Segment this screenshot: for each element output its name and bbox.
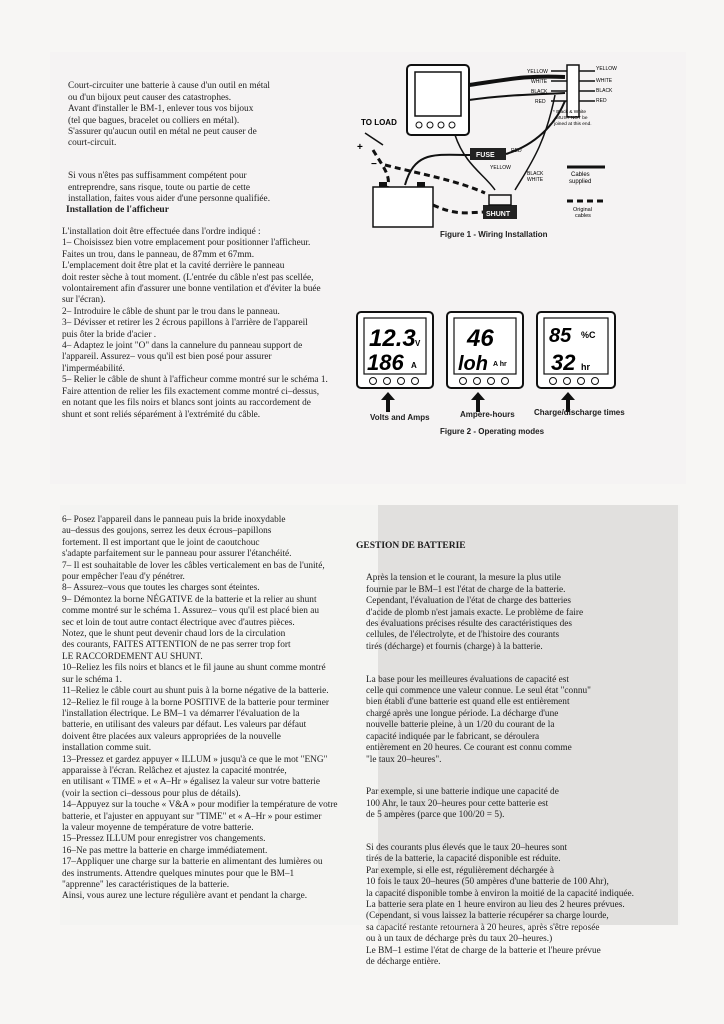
mode-charge-times-display	[537, 312, 615, 388]
installation-steps: L'installation doit être effectuée dans l'ordre indiqué : 1– Choisissez bien votre emplacement pour positionner l'afficheur. Faites un trou, dans le panneau, de 87mm et 67mm. L'emplacement doit être plat et la cavité derrière le panneau doit rester sèche à tout moment. (L'entrée du câble n'est pas scellée, volontairement afin d'assurer une bonne ventilation et d'éviter la buée sur l'écran). 2– Introduire le câble de shunt par le trou dans le panneau. 3– Dévisser et retirer les 2 écrous papillons à l'arrière de l'appareil puis ôter la bride d'acier . 4– Adaptez le joint "O" dans la cannelure du panneau support de l'appareil. Assurez– vous qu'il est bien posé pour assurer l'imperméabilité. 5– Relier le câble de shunt à l'afficheur comme montré sur le schéma 1. Faire attention de relier les fils exactement comme montré ci–dessus, en notant que les fils noirs et blancs sont joints au raccordement de shunt et sont reliés séparément à l'extrémité du câble.	[62, 227, 328, 420]
intro-qualified-paragraph: Si vous n'êtes pas suffisamment compétent pour entreprendre, sans risque, toute ou partie de cette installation, faites vous aider d'une personne qualifiée.	[68, 171, 271, 205]
shunt-label: SHUNT	[486, 211, 511, 218]
svg-text:−: −	[371, 159, 377, 170]
label-yellow-mid: YELLOW	[490, 165, 511, 171]
svg-text:12.3: 12.3	[369, 325, 416, 352]
to-load-label: TO LOAD	[361, 118, 397, 127]
svg-text:%C: %C	[581, 330, 596, 340]
mode-label-volts-amps: Volts and Amps	[370, 413, 430, 422]
mode-volts-amps-display	[357, 312, 433, 388]
label-white-right: WHITE	[596, 78, 613, 84]
label-red-fuse: RED	[511, 148, 522, 154]
intro-section	[68, 70, 338, 227]
svg-text:186: 186	[367, 350, 404, 375]
label-red-left: RED	[535, 99, 546, 105]
black-white-note: * Black & White MUST NOT be joined at this end.	[553, 110, 592, 127]
fuse-label: FUSE	[476, 152, 495, 159]
svg-text:46: 46	[467, 325, 494, 352]
svg-text:32: 32	[551, 350, 576, 375]
gestion-paragraph-2: La base pour les meilleures évaluations de capacité est celle qui commence une valeur connue. Le seul état "connu" bien établi d'une batterie est quand elle est entièrement chargé après une longue période. La décharge d'une nouvelle batterie pleine, à un 1/20 du courant de la capacité indiquée par le fabricant, se déroulera entièrement en 20 heures. Ce courant est connu comme "le taux 20–heures".	[366, 674, 591, 765]
svg-text:85: 85	[549, 325, 572, 347]
meter-cable	[469, 77, 565, 85]
svg-text:+: +	[357, 142, 363, 153]
svg-text:V: V	[415, 339, 421, 348]
label-black-mid: BLACK	[527, 171, 544, 177]
installation-steps-continued: 6– Posez l'appareil dans le panneau puis la bride inoxydable au–dessus des goujons, serrez les deux écrous–papillons fortement. Il est important que le joint de caoutchouc s'adapte parfaitement sur le panneau pour assurer l'étanchéité. 7– Il est souhaitable de lover les câbles verticalement en bas de l'unité, pour empêcher l'eau d'y pénétrer. 8– Assurez–vous que toutes les charges sont éteintes. 9– Démontez la borne NÉGATIVE de la batterie et la relier au shunt comme montré sur le schéma 1. Assurez– vous qu'il est placé bien au sec et loin de tout autre contact électrique avec d'autres pièces. Notez, que le shunt peut devenir chaud lors de la circulation des courants, FAITES ATTENTION de ne pas serrer trop fort LE RACCORDEMENT AU SHUNT. 10–Reliez les fils noirs et blancs et le fil jaune au shunt comme montré sur le schéma 1. 11–Reliez le câble court au shunt puis à la borne négative de la batterie. 12–Reliez le fil rouge à la borne POSITIVE de la batterie pour terminer l'installation électrique. Le BM–1 va démarrer l'évaluation de la batterie, en utilisant des valeurs par défaut. Les valeurs par défaut doivent être placées aux valeurs appropriées de la nouvelle installation comme suit. 13–Pressez et gardez appuyer « ILLUM » jusqu'à ce que le mot "ENG" apparaisse à l'écran. Relâchez et ajustez la capacité montrée, en utilisant « TIME » et « A–Hr » égalisez la valeur sur votre batterie (voir la section ci–dessous pour plus de détails). 14–Appuyez sur la touche « V&A » pour modifier la température de votre batterie, et l'ajuster en appuyant sur "TIME" et « A–Hr » pour estimer la valeur moyenne de température de votre batterie. 15–Pressez ILLUM pour enregistrer vos changements. 16–Ne pas mettre la batterie en charge immédiatement. 17–Appliquer une charge sur la batterie en alimentant des lumières ou des instruments. Attendre quelques minutes pour que le BM–1 "apprenne" les caractéristiques de la batterie. Ainsi, vous aurez une lecture régulière avant et pendant la charge.	[62, 515, 338, 902]
label-black-right: BLACK	[596, 88, 613, 94]
gestion-paragraph-3: Par exemple, si une batterie indique une capacité de 100 Ahr, le taux 20–heures pour cette batterie est de 5 ampères (parce que 100/20 = 5).	[366, 787, 559, 821]
svg-text:A hr: A hr	[493, 361, 507, 368]
cables-supplied-label: Cables supplied	[569, 172, 592, 185]
gestion-body	[366, 562, 641, 990]
label-white-left: WHITE	[531, 79, 548, 85]
mode-label-ampere-hours: Ampere-hours	[460, 410, 515, 419]
battery	[373, 187, 433, 227]
label-white-mid: WHITE	[527, 177, 544, 183]
svg-text:hr: hr	[581, 362, 590, 372]
original-cables-label: Original cables	[573, 207, 592, 219]
meter-screen	[415, 72, 461, 116]
wiring-diagram	[355, 55, 620, 235]
figure1-caption: Figure 1 - Wiring Installation	[440, 230, 548, 239]
label-black-left: BLACK	[531, 89, 548, 95]
gestion-paragraph-4: Si des courants plus élevés que le taux 20–heures sont tirés de la batterie, la capacité disponible est réduite. Par exemple, si elle est, régulièrement déchargée à 10 fois le taux 20–heures (50 ampères d'une batterie de 100 Ahr), la capacité disponible tombe à environ la moitié de la capacité indiquée. La batterie sera plate en 1 heure environ au lieu des 2 heures prévues. (Cependant, si vous laissez la batterie récupérer sa charge lourde, sa capacité restante retournera à 20 heures, après s'être reposée ou à un taux de décharge près du taux 20–heures.) Le BM–1 estime l'état de charge de la batterie et l'heure prévue de décharge entière.	[366, 842, 634, 967]
label-yellow-right: YELLOW	[596, 66, 617, 72]
installation-heading: Installation de l'afficheur	[66, 205, 169, 215]
figure2-caption: Figure 2 - Operating modes	[440, 427, 545, 436]
svg-text:A: A	[411, 361, 417, 370]
operating-modes	[355, 308, 630, 420]
mode-ampere-hours-display	[447, 312, 523, 388]
intro-warning-paragraph: Court-circuiter une batterie à cause d'un outil en métal ou d'un bijoux peut causer des catastrophes. Avant d'installer le BM-1, enlever tous vos bijoux (tel que bagues, bracelet ou colliers en métal). S'assurer qu'aucun outil en métal ne peut causer de court-circuit.	[68, 81, 270, 149]
svg-text:loh: loh	[458, 353, 488, 375]
label-red-right: RED	[596, 98, 607, 104]
load-plus-arrow	[365, 133, 383, 145]
gestion-paragraph-1: Après la tension et le courant, la mesure la plus utile fournie par le BM–1 est l'état de charge de la batterie. Cependant, l'évaluation de l'état de charge des batteries d'acide de plomb n'est jamais exacte. Le problème de faire des évaluations précises résulte des caractéristiques des cellules, de l'électrolyte, et de l'histoire des courants tirés (décharge) et fournis (charge) à la batterie.	[366, 573, 584, 652]
label-yellow-left: YELLOW	[527, 69, 548, 75]
mode-label-charge-times: Charge/discharge times	[534, 408, 625, 417]
gestion-heading: GESTION DE BATTERIE	[356, 541, 466, 551]
